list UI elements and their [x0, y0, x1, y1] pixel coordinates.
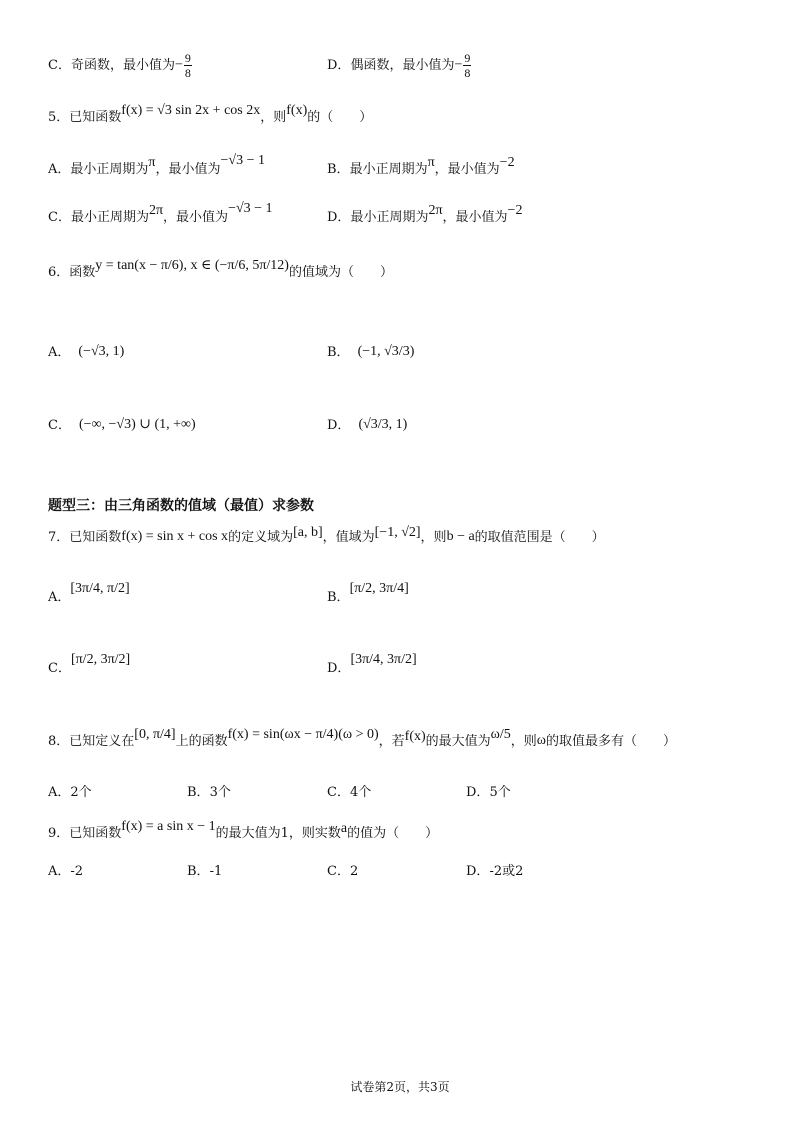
q9-option-a: A．-2	[48, 864, 84, 879]
section-3-heading: 题型三：由三角函数的值域（最值）求参数	[48, 498, 314, 514]
q6-function-expression: y = tan(x − π/6), x ∈ (−π/6, 5π/12)	[95, 258, 289, 273]
q5-option-a: A．最小正周期为π，最小值为−√3 − 1	[48, 153, 265, 177]
q6-option-a: A． (−√3, 1)	[48, 344, 125, 360]
q5-stem: 5．已知函数f(x) = √3 sin 2x + cos 2x，则f(x)的（ ）	[48, 103, 373, 125]
q8-option-a: A．2个	[48, 785, 92, 800]
q9-option-b: B．-1	[187, 864, 223, 879]
q6-stem: 6．函数y = tan(x − π/6), x ∈ (−π/6, 5π/12)的值域为（ ）	[48, 258, 393, 280]
q8-option-d: D．5个	[466, 785, 511, 800]
q7-option-a: A．[3π/4, π/2]	[48, 581, 130, 605]
q8-option-b: B．3个	[187, 785, 231, 800]
q7-function-expression: f(x) = sin x + cos x	[121, 529, 229, 544]
q5-option-c: C．最小正周期为2π，最小值为−√3 − 1	[48, 201, 273, 225]
q5-function-expression: f(x) = √3 sin 2x + cos 2x	[121, 103, 261, 118]
q4-option-d: D．偶函数，最小值为− $\frac{9}{8}$	[327, 51, 471, 80]
q9-function-expression: f(x) = a sin x − 1	[121, 819, 216, 834]
q6-option-b: B． (−1, √3/3)	[327, 344, 415, 360]
q9-stem: 9．已知函数f(x) = a sin x − 1的最大值为1，则实数a的值为（ ）	[48, 819, 439, 841]
q7-option-c: C．[π/2, 3π/2]	[48, 652, 131, 676]
q8-option-c: C．4个	[327, 785, 372, 800]
q9-option-d: D．-2或2	[466, 864, 524, 879]
page-footer: 试卷第2页，共3页	[350, 1080, 450, 1094]
q6-option-c: C． (−∞, −√3) ∪ (1, +∞)	[48, 417, 196, 433]
q4-option-c: C．奇函数，最小值为− $\frac{9}{8}$	[48, 51, 191, 80]
q7-stem: 7．已知函数f(x) = sin x + cos x的定义域为[a, b]，值域为[−1, √2]，则b − a的取值范围是（ ）	[48, 525, 605, 545]
q8-stem: 8．已知定义在[0, π/4]上的函数f(x) = sin(ωx − π/4)(ω > 0)，若f(x)的最大值为ω/5，则ω的取值最多有（ ）	[48, 727, 677, 749]
q5-option-d: D．最小正周期为2π，最小值为−2	[327, 203, 523, 225]
q6-option-d: D． (√3/3, 1)	[327, 417, 408, 433]
q9-option-c: C．2	[327, 864, 359, 879]
q7-option-d: D．[3π/4, 3π/2]	[327, 652, 417, 676]
q8-function-expression: f(x) = sin(ωx − π/4)(ω > 0)	[227, 727, 379, 742]
q7-option-b: B．[π/2, 3π/4]	[327, 581, 409, 605]
q5-option-b: B．最小正周期为π，最小值为−2	[327, 155, 515, 177]
